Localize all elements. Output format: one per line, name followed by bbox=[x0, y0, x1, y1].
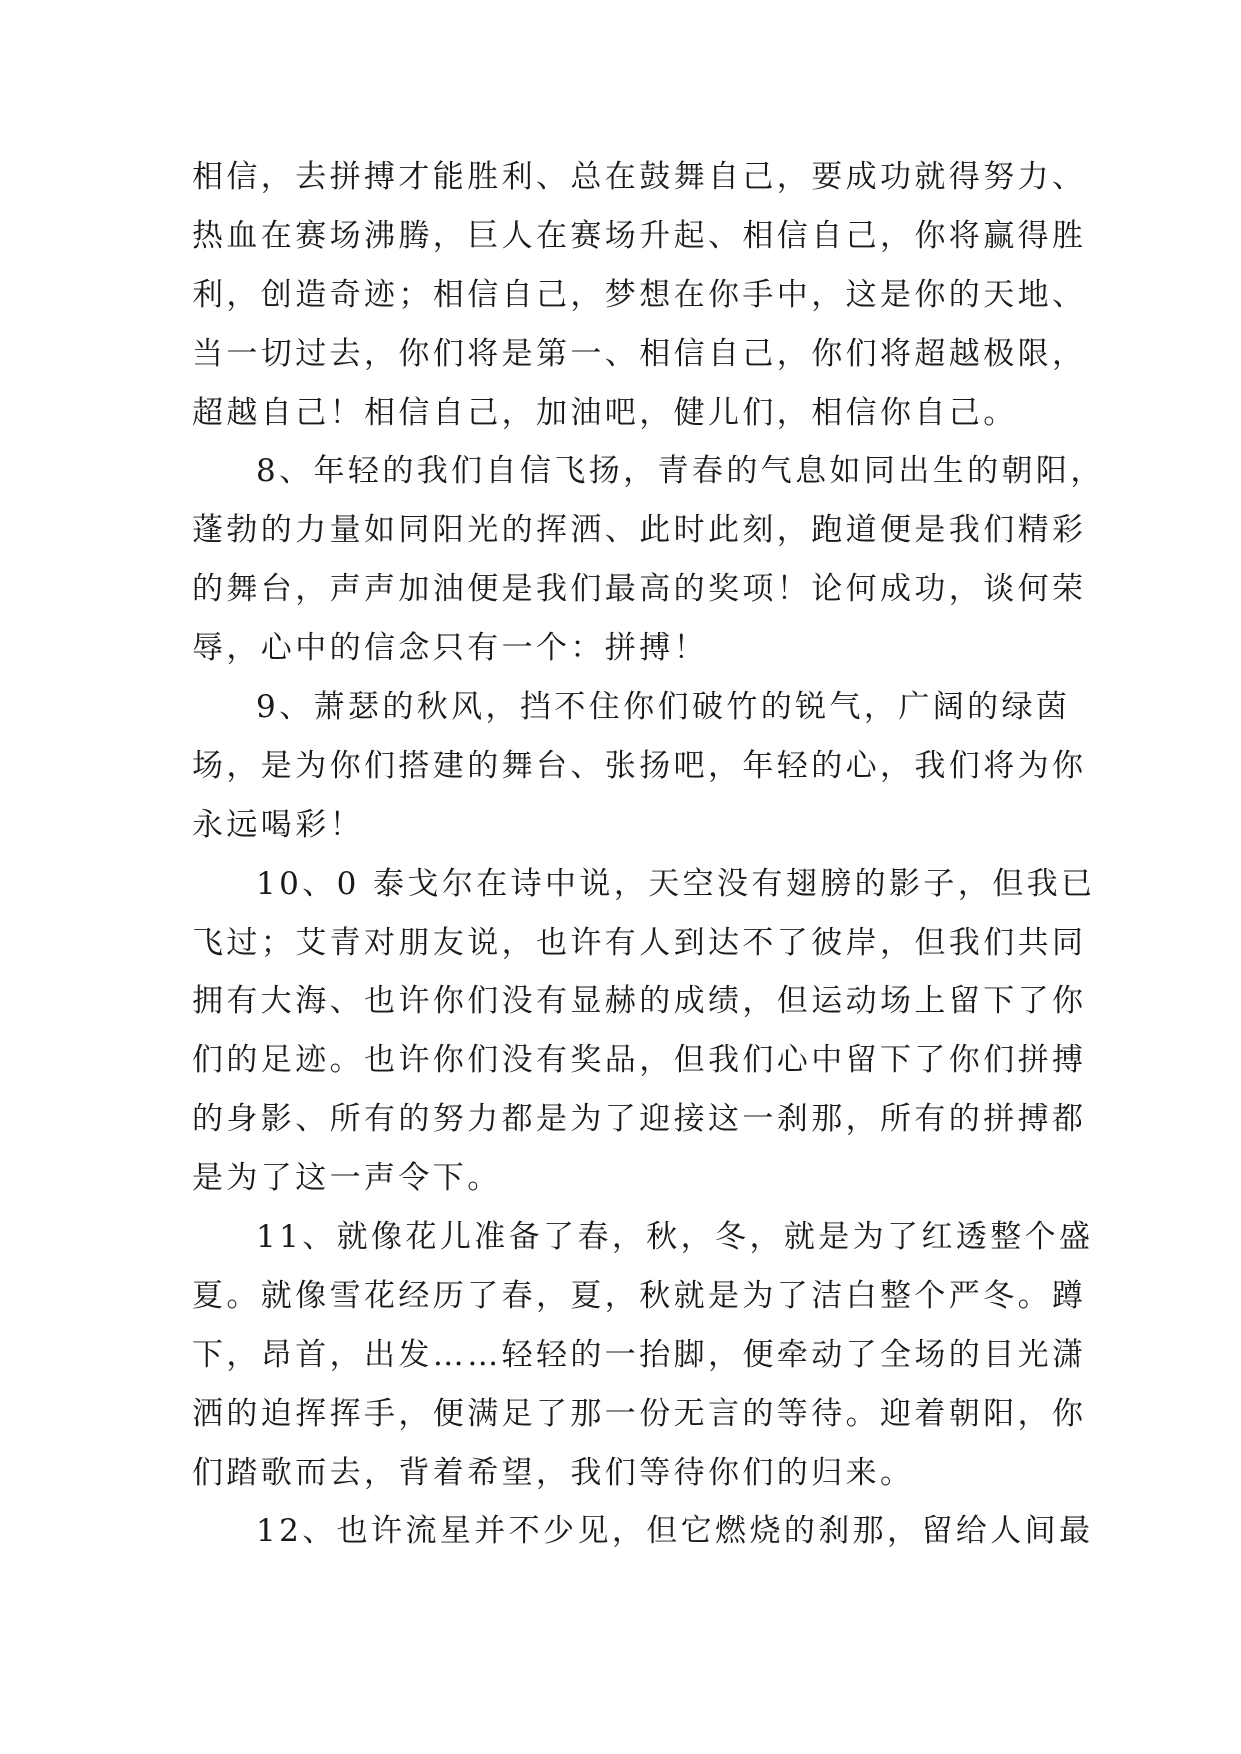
paragraph-start-8: 8、年轻的我们自信飞扬，青春的气息如同出生的朝阳， bbox=[256, 453, 1105, 490]
text-line: 永远喝彩！ bbox=[192, 806, 364, 843]
text-line: 洒的迫挥挥手，便满足了那一份无言的等待。迎着朝阳，你 bbox=[192, 1395, 1087, 1432]
text-line: 场，是为你们搭建的舞台、张扬吧，年轻的心，我们将为你 bbox=[192, 747, 1087, 784]
text-line: 下，昂首，出发……轻轻的一抬脚，便牵动了全场的目光潇 bbox=[192, 1336, 1087, 1373]
text-line: 辱，心中的信念只有一个：拼搏！ bbox=[192, 630, 708, 667]
text-line: 的舞台，声声加油便是我们最高的奖项！论何成功，谈何荣 bbox=[192, 571, 1087, 608]
text-line: 拥有大海、也许你们没有显赫的成绩，但运动场上留下了你 bbox=[192, 983, 1087, 1020]
text-line: 相信，去拼搏才能胜利、总在鼓舞自己，要成功就得努力、 bbox=[192, 159, 1087, 195]
text-line: 们的足迹。也许你们没有奖品，但我们心中留下了你们拼搏 bbox=[192, 1042, 1087, 1079]
text-line: 当一切过去，你们将是第一、相信自己，你们将超越极限， bbox=[192, 335, 1087, 372]
text-line: 利，创造奇迹；相信自己，梦想在你手中，这是你的天地、 bbox=[192, 276, 1087, 313]
paragraph-start-11: 11、就像花儿准备了春，秋，冬，就是为了红透整个盛 bbox=[256, 1219, 1094, 1256]
text-line: 超越自己！相信自己，加油吧，健儿们，相信你自己。 bbox=[192, 394, 1018, 431]
text-line: 蓬勃的力量如同阳光的挥洒、此时此刻，跑道便是我们精彩 bbox=[192, 512, 1087, 549]
text-line: 们踏歌而去，背着希望，我们等待你们的归来。 bbox=[192, 1454, 915, 1491]
text-line: 飞过；艾青对朋友说，也许有人到达不了彼岸，但我们共同 bbox=[192, 924, 1087, 961]
body-text bbox=[192, 148, 1105, 1561]
paragraph-start-9: 9、萧瑟的秋风，挡不住你们破竹的锐气，广阔的绿茵 bbox=[256, 689, 1071, 726]
text-line: 夏。就像雪花经历了春，夏，秋就是为了洁白整个严冬。蹲 bbox=[192, 1277, 1087, 1314]
paragraph-start-12: 12、也许流星并不少见，但它燃烧的刹那，留给人间最 bbox=[256, 1513, 1094, 1550]
text-line: 是为了这一声令下。 bbox=[192, 1160, 502, 1197]
text-line: 的身影、所有的努力都是为了迎接这一刹那，所有的拼搏都 bbox=[192, 1101, 1087, 1138]
paragraph-start-10: 10、0 泰戈尔在诗中说，天空没有翅膀的影子，但我已 bbox=[256, 865, 1096, 902]
text-line: 热血在赛场沸腾，巨人在赛场升起、相信自己，你将赢得胜 bbox=[192, 217, 1087, 254]
